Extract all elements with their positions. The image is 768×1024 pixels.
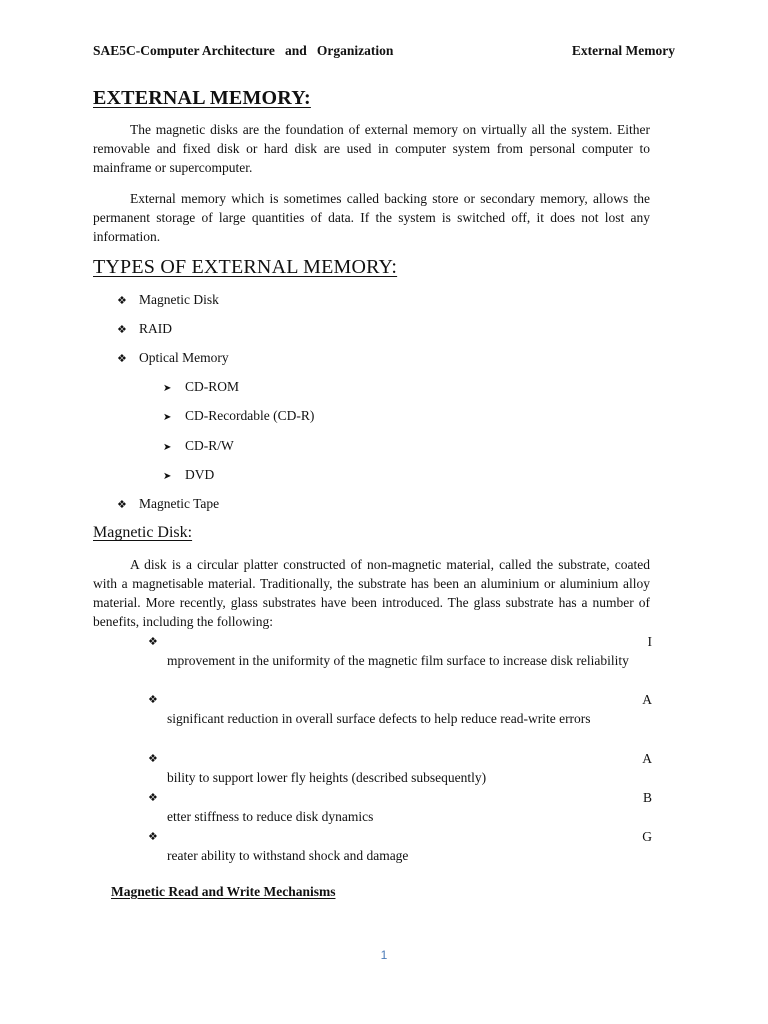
benefit-text: significant reduction in overall surface defects to help reduce read-write errors [167, 711, 591, 726]
type-label: Magnetic Tape [139, 496, 220, 511]
diamond-bullet-icon: ❖ [117, 294, 127, 307]
diamond-bullet-icon: ❖ [117, 323, 127, 336]
read-write-heading: Magnetic Read and Write Mechanisms [111, 884, 336, 899]
diamond-bullet-icon: ❖ [148, 635, 158, 648]
magnetic-disk-heading: Magnetic Disk: [93, 524, 193, 541]
sub-list-item [163, 378, 239, 398]
arrow-bullet-icon: ➤ [163, 471, 172, 482]
benefit-text: bility to support lower fly heights (described subsequently) [167, 770, 487, 785]
subtype-label: CD-R/W [185, 438, 234, 453]
benefit-first-letter: A [642, 751, 652, 766]
subtype-label: DVD [185, 467, 215, 482]
header-course-title: SAE5C-Computer Architecture and Organization [93, 43, 394, 58]
arrow-bullet-icon: ➤ [163, 412, 172, 423]
sub-list-item [163, 437, 234, 457]
page-title: EXTERNAL MEMORY: [93, 87, 311, 109]
benefit-text: etter stiffness to reduce disk dynamics [167, 809, 374, 824]
arrow-bullet-icon: ➤ [163, 442, 172, 453]
list-item [117, 291, 219, 310]
benefit-text: reater ability to withstand shock and damage [167, 848, 409, 863]
subtype-label: CD-Recordable (CD-R) [185, 408, 315, 423]
diamond-bullet-icon: ❖ [148, 693, 158, 706]
benefit-first-letter: B [642, 790, 652, 805]
type-label: Magnetic Disk [139, 292, 219, 307]
magnetic-disk-paragraph: A disk is a circular platter constructed of non-magnetic material, called the substrate, coated with a magnetisable material. Traditionally, the substrate has been an aluminium or aluminium alloy material. More recently, glass substrates have been introduced. The glass substrate has a number of benefits, including the following: [93, 557, 650, 629]
intro-paragraph-1: The magnetic disks are the foundation of external memory on virtually all the system. Either removable and fixed disk or hard disk are used in computer system from personal computer to mainframe or supercomputer. [93, 122, 650, 175]
subtype-label: CD-ROM [185, 379, 240, 394]
type-label: RAID [139, 321, 172, 336]
intro-paragraph-2: External memory which is sometimes called backing store or secondary memory, allows the permanent storage of large quantities of data. If the system is switched off, it does not lost any information. [93, 191, 650, 244]
list-item [117, 349, 229, 368]
page-header [93, 43, 675, 61]
type-label: Optical Memory [139, 350, 229, 365]
sub-list-item [163, 466, 214, 486]
benefit-first-letter: I [647, 634, 652, 649]
diamond-bullet-icon: ❖ [148, 752, 158, 765]
diamond-bullet-icon: ❖ [148, 791, 158, 804]
diamond-bullet-icon: ❖ [148, 830, 158, 843]
sub-list-item [163, 407, 314, 427]
diamond-bullet-icon: ❖ [117, 352, 127, 365]
list-item [117, 495, 219, 514]
benefit-text: mprovement in the uniformity of the magnetic film surface to increase disk reliability [167, 653, 629, 668]
arrow-bullet-icon: ➤ [163, 383, 172, 394]
benefit-first-letter: G [642, 829, 652, 844]
types-heading: TYPES OF EXTERNAL MEMORY: [93, 256, 398, 278]
page-number: 1 [380, 948, 388, 962]
list-item [117, 320, 172, 339]
benefit-first-letter: A [642, 692, 652, 707]
header-chapter-title: External Memory [571, 43, 675, 58]
diamond-bullet-icon: ❖ [117, 498, 127, 511]
